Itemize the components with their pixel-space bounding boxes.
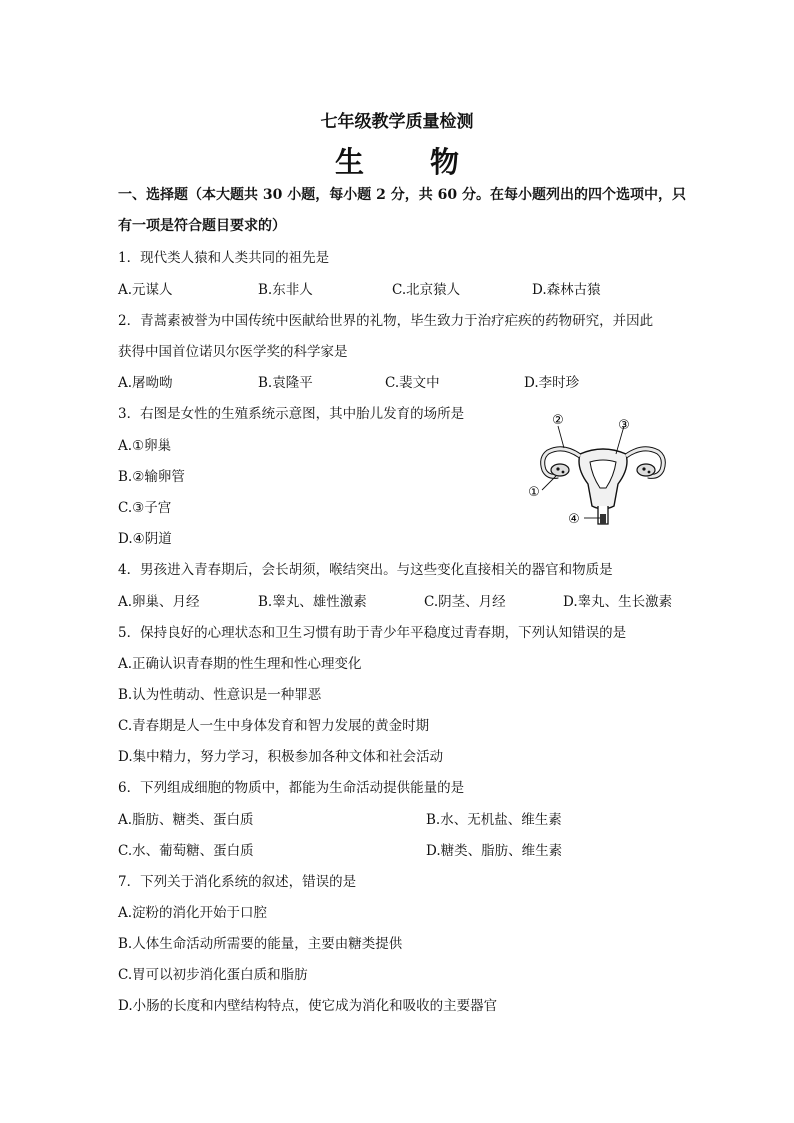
question-3-option-c: C.③子宫 bbox=[118, 500, 172, 516]
question-1-option-b: B.东非人 bbox=[258, 282, 313, 298]
figure-label-1: ① bbox=[528, 485, 540, 500]
question-5-option-d: D.集中精力，努力学习，积极参加各种文体和社会活动 bbox=[118, 749, 444, 765]
question-6-option-d: D.糖类、脂肪、维生素 bbox=[426, 843, 563, 859]
question-4-option-a: A.卵巢、月经 bbox=[118, 594, 200, 610]
question-6-option-b: B.水、无机盐、维生素 bbox=[426, 812, 562, 828]
question-1-option-a: A.元谋人 bbox=[118, 282, 173, 298]
question-4-stem: 4．男孩进入青春期后，会长胡须，喉结突出。与这些变化直接相关的器官和物质是 bbox=[118, 562, 613, 578]
question-7-option-b: B.人体生命活动所需要的能量，主要由糖类提供 bbox=[118, 936, 403, 952]
question-7-option-d: D.小肠的长度和内壁结构特点，使它成为消化和吸收的主要器官 bbox=[118, 998, 498, 1014]
question-2-option-b: B.袁隆平 bbox=[258, 375, 313, 391]
exam-subject: 生 物 bbox=[334, 145, 488, 179]
question-6-stem: 6．下列组成细胞的物质中，都能为生命活动提供能量的是 bbox=[118, 780, 465, 796]
reproductive-system-diagram bbox=[518, 406, 688, 534]
question-5-option-a: A.正确认识青春期的性生理和性心理变化 bbox=[118, 656, 362, 672]
question-2-option-c: C.裴文中 bbox=[385, 375, 440, 391]
question-3-option-b: B.②输卵管 bbox=[118, 469, 185, 485]
question-7-option-c: C.胃可以初步消化蛋白质和脂肪 bbox=[118, 967, 308, 983]
question-5-option-b: B.认为性萌动、性意识是一种罪恶 bbox=[118, 687, 322, 703]
exam-title: 七年级教学质量检测 bbox=[320, 112, 474, 132]
figure-label-4: ④ bbox=[568, 512, 580, 527]
figure-label-2: ② bbox=[552, 413, 564, 428]
question-5-option-c: C.青春期是人一生中身体发育和智力发展的黄金时期 bbox=[118, 718, 430, 734]
question-6-option-a: A.脂肪、糖类、蛋白质 bbox=[118, 812, 254, 828]
question-4-option-b: B.睾丸、雄性激素 bbox=[258, 594, 367, 610]
question-4-option-c: C.阴茎、月经 bbox=[424, 594, 506, 610]
question-6-option-c: C.水、葡萄糖、蛋白质 bbox=[118, 843, 254, 859]
question-2-stem-line2: 获得中国首位诺贝尔医学奖的科学家是 bbox=[118, 344, 348, 360]
question-7-stem: 7．下列关于消化系统的叙述，错误的是 bbox=[118, 874, 357, 890]
question-1-option-c: C.北京猿人 bbox=[392, 282, 461, 298]
question-3-option-a: A.①卵巢 bbox=[118, 438, 172, 454]
section-heading-line2: 有一项是符合题目要求的） bbox=[118, 218, 286, 234]
question-1-stem: 1．现代类人猿和人类共同的祖先是 bbox=[118, 250, 330, 266]
question-3-stem: 3．右图是女性的生殖系统示意图，其中胎儿发育的场所是 bbox=[118, 406, 465, 422]
figure-label-3: ③ bbox=[618, 418, 630, 433]
question-2-option-d: D.李时珍 bbox=[524, 375, 580, 391]
question-1-option-d: D.森林古猿 bbox=[532, 282, 601, 298]
question-3-option-d: D.④阴道 bbox=[118, 531, 172, 547]
question-7-option-a: A.淀粉的消化开始于口腔 bbox=[118, 905, 268, 921]
question-2-stem-line1: 2．青蒿素被誉为中国传统中医献给世界的礼物，毕生致力于治疗疟疾的药物研究，并因此 bbox=[118, 313, 654, 329]
question-2-option-a: A.屠呦呦 bbox=[118, 375, 173, 391]
question-4-option-d: D.睾丸、生长激素 bbox=[563, 594, 673, 610]
section-heading-line1: 一、选择题（本大题共 30 小题，每小题 2 分，共 60 分。在每小题列出的四个选项中，只 bbox=[118, 187, 686, 203]
question-5-stem: 5．保持良好的心理状态和卫生习惯有助于青少年平稳度过青春期，下列认知错误的是 bbox=[118, 625, 627, 641]
